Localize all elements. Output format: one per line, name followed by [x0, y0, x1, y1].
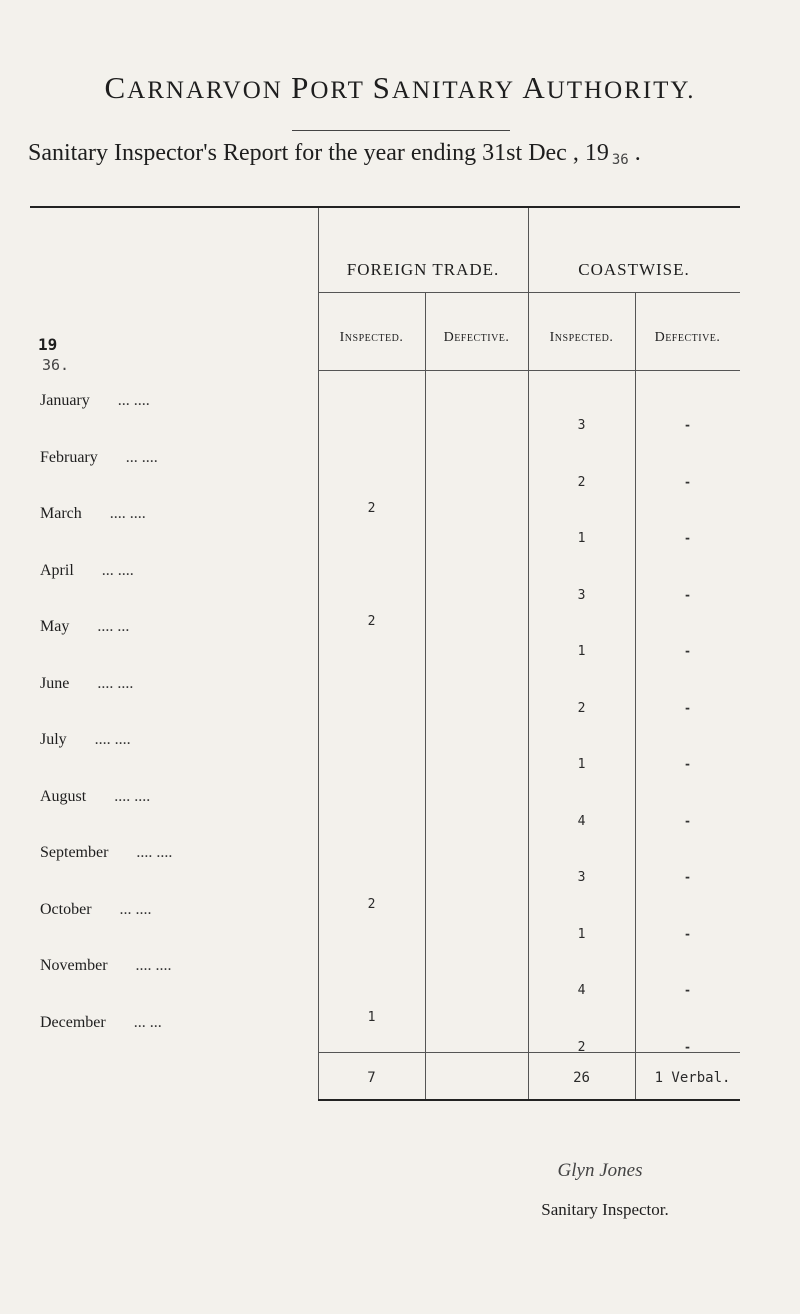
leader-dots: .... ....	[97, 675, 134, 692]
coast-defective-cell: -	[685, 814, 690, 828]
report-subtitle: Sanitary Inspector's Report for the year ending 31st Dec , 19 36 .	[28, 140, 641, 168]
foreign-trade-header: FOREIGN TRADE.	[346, 260, 500, 279]
month-name: October	[40, 901, 92, 918]
coast-inspected-cell: 1	[577, 531, 586, 546]
total-foreign-inspected: 7	[367, 1070, 376, 1086]
month-name: June	[40, 675, 70, 692]
year-label-century: 19	[38, 335, 58, 354]
coast-inspected-cell: 1	[577, 757, 586, 772]
month-label	[40, 505, 320, 523]
month-label	[40, 1014, 320, 1032]
coast-defective-header: Defective.	[654, 330, 721, 345]
coast-inspected-cell: 3	[577, 588, 586, 603]
coast-defective-cell: -	[685, 588, 690, 602]
month-name: February	[40, 449, 98, 466]
coast-defective-cell: -	[685, 475, 690, 489]
month-name: April	[40, 562, 74, 579]
column-divider-2	[425, 292, 426, 1099]
month-name: May	[40, 618, 70, 635]
month-label	[40, 449, 320, 467]
month-label	[40, 618, 320, 636]
month-label	[40, 844, 320, 862]
month-name: September	[40, 844, 109, 861]
month-label	[40, 562, 320, 580]
leader-dots: .... ....	[114, 788, 151, 805]
coast-defective-cell: -	[685, 644, 690, 658]
table-top-rule	[30, 206, 740, 208]
leader-dots: .... ....	[136, 844, 173, 861]
month-label	[40, 901, 320, 919]
month-label	[40, 957, 320, 975]
foreign-inspected-cell: 2	[367, 614, 376, 629]
report-year: 36	[611, 152, 629, 168]
coast-defective-cell: -	[685, 983, 690, 997]
coastwise-header: COASTWISE.	[578, 260, 690, 279]
coast-defective-cell: -	[685, 927, 690, 941]
coast-inspected-cell: 4	[577, 814, 586, 829]
leader-dots: .... ...	[97, 618, 130, 635]
foreign-inspected-cell: 2	[367, 897, 376, 912]
month-label	[40, 788, 320, 806]
coast-inspected-cell: 3	[577, 418, 586, 433]
leader-dots: ... ....	[117, 392, 150, 409]
page-title: CARNARVON PORT SANITARY AUTHORITY.	[104, 70, 696, 105]
coast-inspected-cell: 4	[577, 983, 586, 998]
title-divider	[292, 130, 510, 131]
total-coast-inspected: 26	[573, 1070, 590, 1086]
month-name: March	[40, 505, 82, 522]
leader-dots: .... ....	[135, 957, 172, 974]
leader-dots: .... ....	[109, 505, 146, 522]
leader-dots: ... ...	[133, 1014, 162, 1031]
leader-dots: .... ....	[94, 731, 131, 748]
foreign-inspected-header: Inspected.	[339, 330, 404, 345]
coast-defective-cell: -	[685, 701, 690, 715]
coast-inspected-cell: 1	[577, 644, 586, 659]
inspector-signature: Glyn Jones	[557, 1160, 643, 1181]
coast-defective-cell: -	[685, 1040, 690, 1054]
coast-inspected-cell: 3	[577, 870, 586, 885]
leader-dots: ... ....	[125, 449, 158, 466]
coast-inspected-cell: 1	[577, 927, 586, 942]
table-bottom-rule	[318, 1099, 740, 1101]
month-name: July	[40, 731, 67, 748]
month-name: December	[40, 1014, 106, 1031]
coast-inspected-header: Inspected.	[549, 330, 614, 345]
report-subtitle-text: Sanitary Inspector's Report for the year ending 31st Dec , 19	[28, 140, 609, 166]
coastwise-header-rule	[528, 292, 740, 293]
leader-dots: ... ....	[119, 901, 152, 918]
coast-inspected-cell: 2	[577, 1040, 586, 1055]
foreign-inspected-cell: 1	[367, 1010, 376, 1025]
leader-dots: ... ....	[101, 562, 134, 579]
month-label	[40, 392, 320, 410]
coast-inspected-cell: 2	[577, 701, 586, 716]
month-label	[40, 675, 320, 693]
foreign-header-rule	[318, 292, 528, 293]
year-label-year: 36.	[42, 356, 70, 374]
coast-defective-cell: -	[685, 757, 690, 771]
coast-defective-cell: -	[685, 870, 690, 884]
month-label	[40, 731, 320, 749]
foreign-defective-header: Defective.	[443, 330, 510, 345]
coast-defective-cell: -	[685, 418, 690, 432]
subheader-rule	[318, 370, 740, 371]
month-name: August	[40, 788, 87, 805]
month-name: January	[40, 392, 90, 409]
column-divider-4	[635, 292, 636, 1099]
foreign-inspected-cell: 2	[367, 501, 376, 516]
month-name: November	[40, 957, 108, 974]
coast-inspected-cell: 2	[577, 475, 586, 490]
total-coast-defective: 1 Verbal.	[654, 1070, 731, 1086]
signature-caption: Sanitary Inspector.	[541, 1200, 669, 1219]
coast-defective-cell: -	[685, 531, 690, 545]
